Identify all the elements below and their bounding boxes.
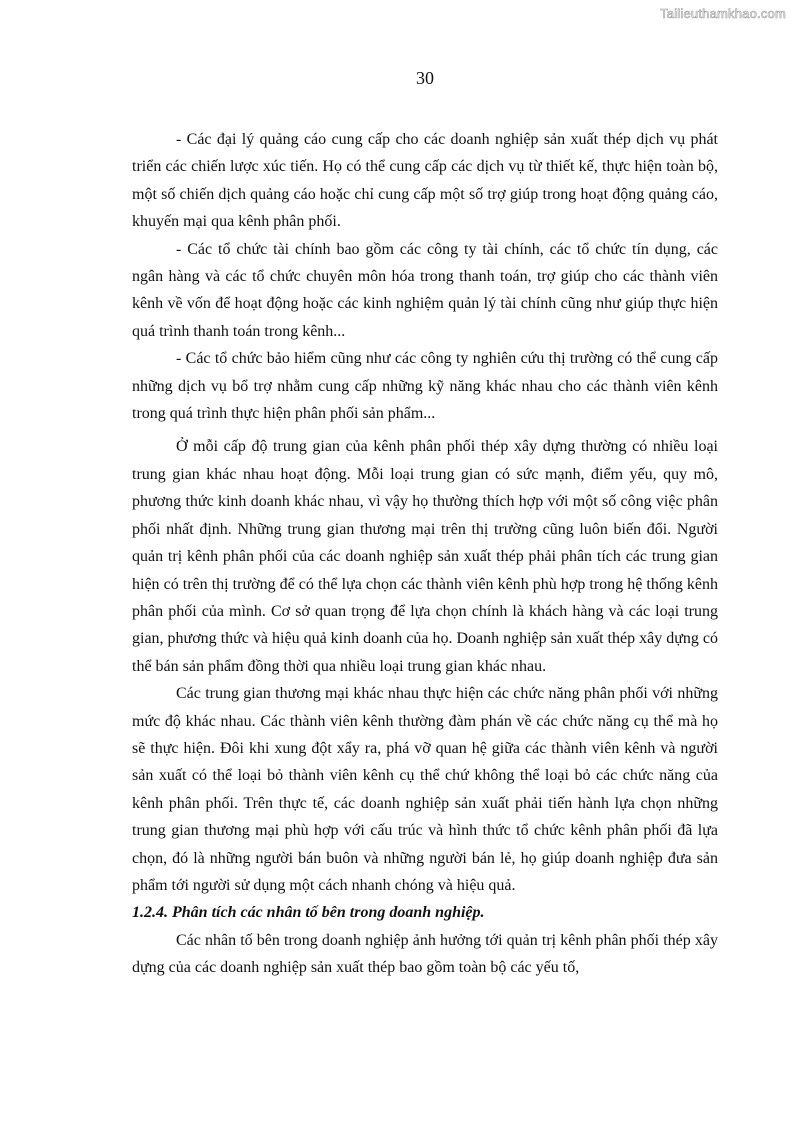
paragraph-internal-factors: Các nhân tố bên trong doanh nghiệp ảnh hưởng tới quản trị kênh phân phối thép xây dựng của các doanh nghiệp sản xuất thép bao gồm toàn bộ các yếu tố, [132,931,718,977]
document-body [132,126,718,982]
paragraph-insurance-organizations: - Các tổ chức bảo hiểm cũng như các công ty nghiên cứu thị trường có thể cung cấp những dịch vụ bổ trợ nhằm cung cấp những kỹ năng khác nhau cho các thành viên kênh trong quá trình thực hiện phân phối sản phẩm... [132,350,718,423]
paragraph-intermediary-levels: Ở mỗi cấp độ trung gian của kênh phân phối thép xây dựng thường có nhiều loại trung gian khác nhau hoạt động. Mỗi loại trung gian có sức mạnh, điểm yếu, quy mô, phương thức kinh doanh khác nhau, vì vậy họ thường thích hợp với một số công việc phân phối nhất định. Những trung gian thương mại trên thị trường cũng luôn biến đổi. Người quản trị kênh phân phối của các doanh nghiệp sản xuất thép phải phân tích các trung gian hiện có trên thị trường để có thể lựa chọn các thành viên kênh phù hợp trong hệ thống kênh phân phối của mình. Cơ sở quan trọng để lựa chọn chính là khách hàng và các loại trung gian, phương thức và hiệu quả kinh doanh của họ. Doanh nghiệp sản xuất thép xây dựng có thể bán sản phẩm đồng thời qua nhiều loại trung gian khác nhau. [132,438,718,675]
watermark: Tailieuthamkhao.com [660,6,786,21]
paragraph-advertising-agencies: - Các đại lý quảng cáo cung cấp cho các doanh nghiệp sản xuất thép dịch vụ phát triển các chiến lược xúc tiến. Họ có thể cung cấp các dịch vụ từ thiết kế, thực hiện toàn bộ, một số chiến dịch quảng cáo hoặc chỉ cung cấp một số trợ giúp trong hoạt động quảng cáo, khuyến mại qua kênh phân phối. [132,131,718,231]
page-number: 30 [416,68,434,88]
paragraph-financial-institutions: - Các tổ chức tài chính bao gồm các công ty tài chính, các tổ chức tín dụng, các ngân hàng và các tổ chức chuyên môn hóa trong thanh toán, trợ giúp cho các thành viên kênh về vốn để hoạt động hoặc các kinh nghiệm quản lý tài chính cũng như giúp thực hiện quá trình thanh toán trong kênh... [132,240,718,340]
paragraph-intermediary-functions: Các trung gian thương mại khác nhau thực hiện các chức năng phân phối với những mức độ khác nhau. Các thành viên kênh thường đàm phán về các chức năng cụ thể mà họ sẽ thực hiện. Đôi khi xung đột xẩy ra, phá vỡ quan hệ giữa các thành viên kênh và người sản xuất có thể loại bỏ thành viên kênh cụ thể chứ không thể loại bỏ các chức năng của kênh phân phối. Trên thực tế, các doanh nghiệp sản xuất phải tiến hành lựa chọn những trung gian thương mại phù hợp với cấu trúc và hình thức tổ chức kênh phân phối đã lựa chọn, đó là những người bán buôn và những người bán lẻ, họ giúp doanh nghiệp đưa sản phẩm tới người sử dụng một cách nhanh chóng và hiệu quả. [132,685,718,894]
section-heading: 1.2.4. Phân tích các nhân tố bên trong doanh nghiệp. [132,904,485,922]
